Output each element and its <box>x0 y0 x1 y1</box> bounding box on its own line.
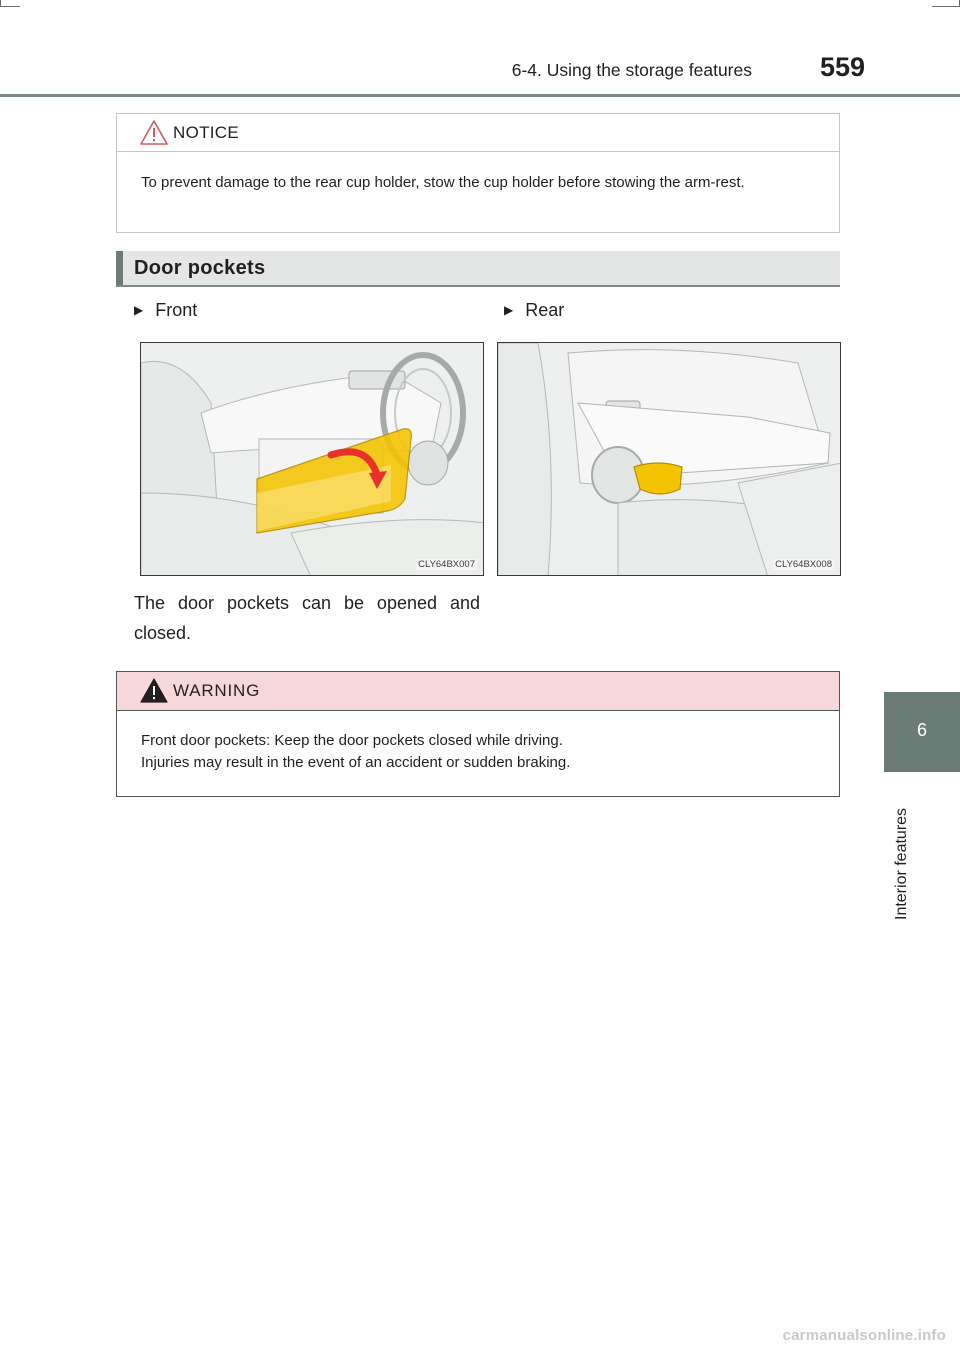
warning-triangle-icon <box>139 119 169 146</box>
section-accent <box>116 251 123 285</box>
front-door-pocket-illustration <box>140 342 484 576</box>
figure-code: CLY64BX008 <box>775 559 832 570</box>
section-heading-bar <box>116 251 840 287</box>
figure-code: CLY64BX007 <box>418 559 475 570</box>
warning-title: WARNING <box>173 681 261 700</box>
watermark: carmanualsonline.info <box>782 1327 946 1344</box>
header-rule <box>0 94 960 97</box>
triangle-bullet-icon: ▶ <box>504 303 514 317</box>
running-header: 6-4. Using the storage features <box>511 60 752 80</box>
rear-door-drawing <box>498 343 841 576</box>
section-title: Door pockets <box>134 257 266 279</box>
figure-label-text: Front <box>155 300 198 320</box>
page-number: 559 <box>820 52 866 82</box>
notice-header <box>117 114 839 152</box>
warning-line: Front door pockets: Keep the door pockets closed while driving. <box>141 732 563 749</box>
warning-triangle-icon <box>139 677 169 704</box>
crop-mark <box>932 6 960 7</box>
warning-box <box>116 671 840 797</box>
front-door-drawing <box>141 343 484 576</box>
warning-text <box>141 730 821 774</box>
figure-label-text: Rear <box>525 300 565 320</box>
warning-line: Injuries may result in the event of an accident or sudden braking. <box>141 754 571 771</box>
notice-text: To prevent damage to the rear cup holder, stow the cup holder before stowing the arm-rest. <box>141 174 745 191</box>
warning-header <box>117 672 839 711</box>
figure-label-rear <box>504 300 564 321</box>
chapter-name-text: Interior features <box>893 807 910 920</box>
triangle-bullet-icon: ▶ <box>134 303 144 317</box>
notice-title: NOTICE <box>173 123 240 142</box>
crop-mark <box>0 6 20 7</box>
door-pocket-description: The door pockets can be opened and closed. <box>134 593 480 643</box>
chapter-number: 6 <box>916 720 927 740</box>
chapter-tab[interactable] <box>884 692 960 772</box>
rear-door-pocket-illustration <box>497 342 841 576</box>
chapter-name <box>888 780 918 920</box>
notice-box <box>116 113 840 233</box>
figure-label-front <box>134 300 197 321</box>
